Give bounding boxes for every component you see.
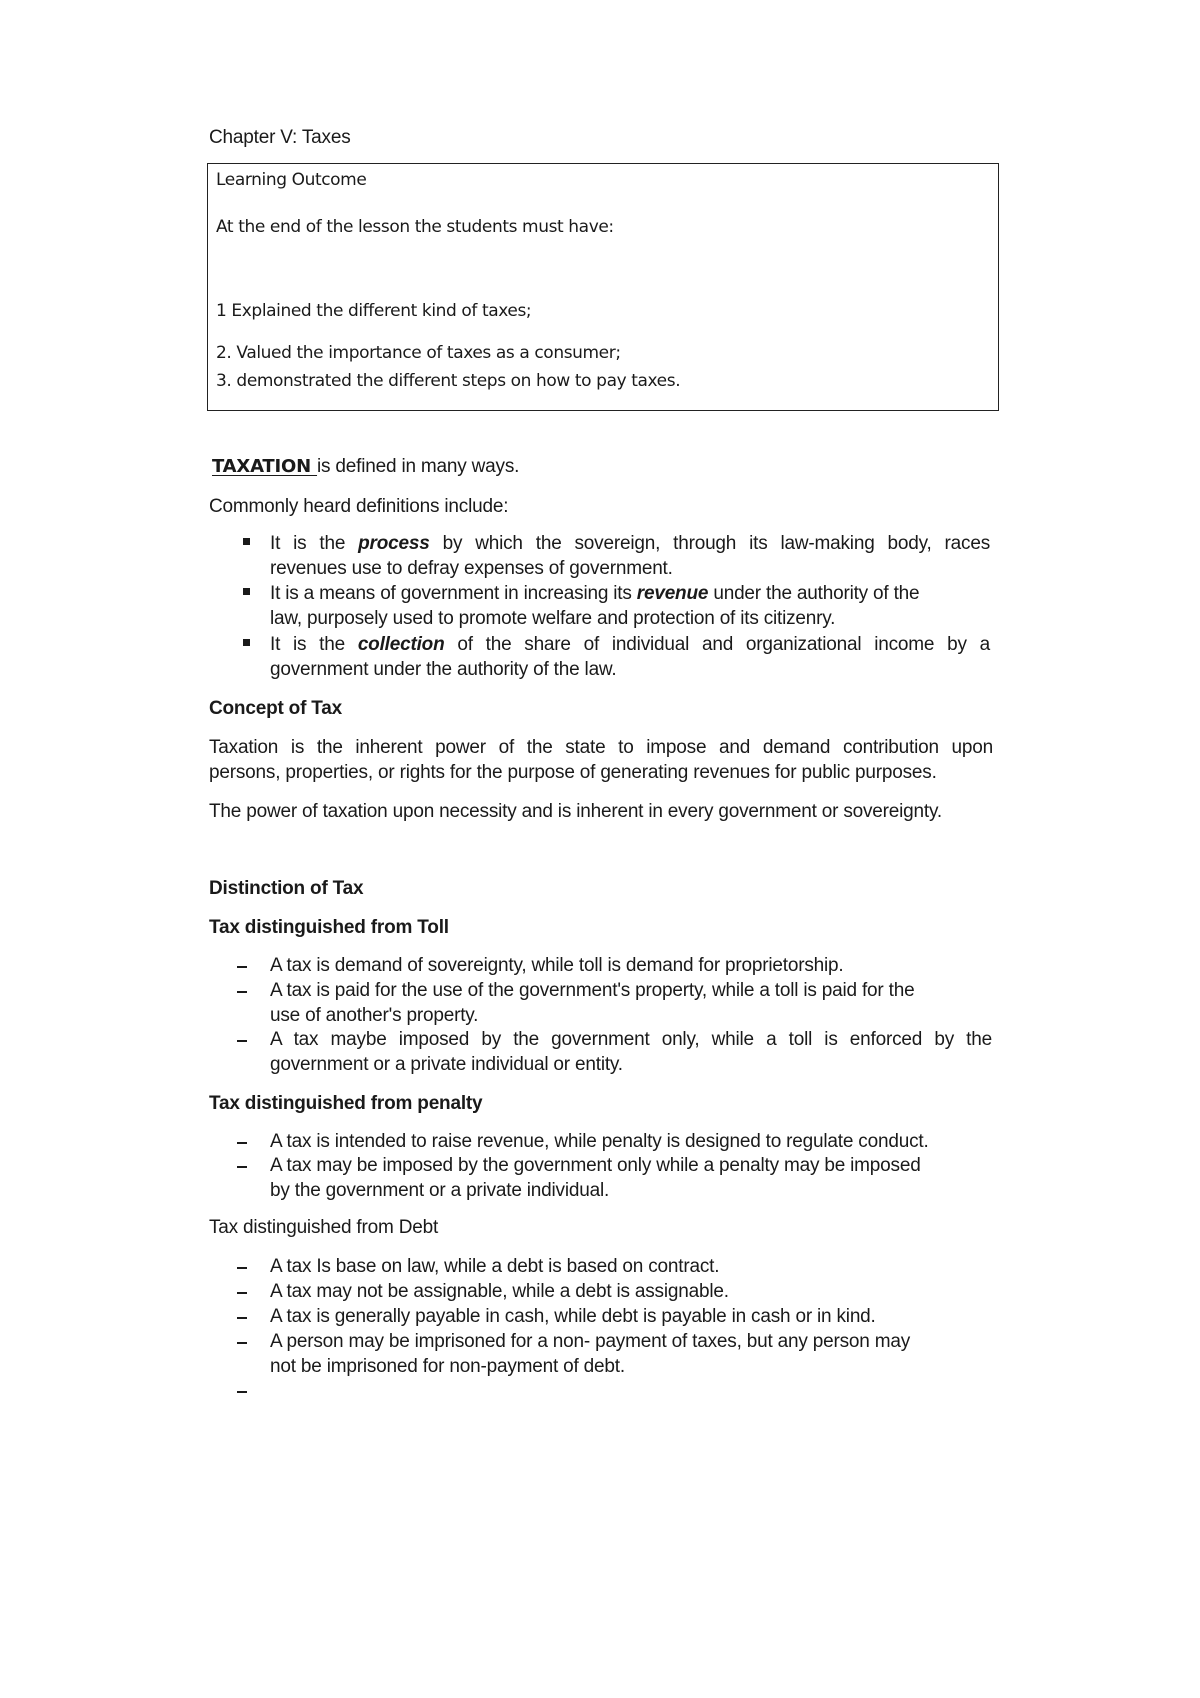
definition-bullet-line2: revenues use to defray expenses of government. [270,558,673,579]
debt-item-line2: not be imprisoned for non-payment of debt. [270,1356,625,1377]
debt-heading: Tax distinguished from Debt [209,1217,439,1238]
commonly-heard: Commonly heard definitions include: [209,496,509,517]
learning-outcome-item: 1 Explained the different kind of taxes; [216,301,532,321]
definition-bullet: It is the process by which the sovereign, through its law-making body, races [270,533,990,554]
dash-bullet-icon [237,1292,247,1294]
concept-paragraph: The power of taxation upon necessity and is inherent in every government or sovereignty. [209,801,942,822]
penalty-item-line2: by the government or a private individual. [270,1180,610,1201]
definition-bullet-line2: government under the authority of the law. [270,659,617,680]
definition-bullet-line2: law, purposely used to promote welfare and protection of its citizenry. [270,608,836,629]
square-bullet-icon [243,538,250,545]
dash-bullet-icon [237,1391,247,1393]
square-bullet-icon [243,588,250,595]
square-bullet-icon [243,639,250,646]
emphasis-revenue: revenue [636,583,709,604]
dash-bullet-icon [237,1166,247,1168]
penalty-item: A tax may be imposed by the government only while a penalty may be imposed [270,1155,921,1176]
penalty-heading: Tax distinguished from penalty [209,1093,483,1114]
toll-item: A tax maybe imposed by the government only, while a toll is enforced by the [270,1029,992,1050]
dash-bullet-icon [237,1142,247,1144]
debt-item: A tax may not be assignable, while a debt is assignable. [270,1281,729,1302]
learning-outcome-intro: At the end of the lesson the students must have: [216,217,614,237]
dash-bullet-icon [237,1317,247,1319]
taxation-intro [212,454,519,479]
penalty-item: A tax is intended to raise revenue, while penalty is designed to regulate conduct. [270,1131,929,1152]
learning-outcome-item: 2. Valued the importance of taxes as a consumer; [216,343,621,363]
toll-item-line2: government or a private individual or entity. [270,1054,623,1075]
toll-item: A tax is paid for the use of the government's property, while a toll is paid for the [270,980,915,1001]
debt-item: A person may be imprisoned for a non- payment of taxes, but any person may [270,1331,910,1352]
taxation-term: TAXATION [212,456,318,477]
definition-bullet: It is the collection of the share of individual and organizational income by a [270,634,990,655]
learning-outcome-heading: Learning Outcome [216,170,367,190]
learning-outcome-box [207,163,999,411]
learning-outcome-item: 3. demonstrated the different steps on how to pay taxes. [216,371,681,391]
toll-heading: Tax distinguished from Toll [209,917,449,938]
emphasis-process: process [358,533,430,554]
concept-heading: Concept of Tax [209,698,343,719]
taxation-intro-rest: is defined in many ways. [317,456,520,477]
dash-bullet-icon [237,1267,247,1269]
dash-bullet-icon [237,966,247,968]
dash-bullet-icon [237,1040,247,1042]
emphasis-collection: collection [357,634,445,655]
debt-item: A tax Is base on law, while a debt is based on contract. [270,1256,720,1277]
chapter-title: Chapter V: Taxes [209,127,351,148]
concept-paragraph: Taxation is the inherent power of the state to impose and demand contribution upon [209,737,993,758]
toll-item-line2: use of another's property. [270,1005,479,1026]
dash-bullet-icon [237,1342,247,1344]
debt-item: A tax is generally payable in cash, while debt is payable in cash or in kind. [270,1306,876,1327]
toll-item: A tax is demand of sovereignty, while toll is demand for proprietorship. [270,955,844,976]
concept-paragraph-line2: persons, properties, or rights for the purpose of generating revenues for public purposes. [209,762,937,783]
dash-bullet-icon [237,991,247,993]
distinction-heading: Distinction of Tax [209,878,364,899]
definition-bullet: It is a means of government in increasing its revenue under the authority of the [270,583,920,604]
